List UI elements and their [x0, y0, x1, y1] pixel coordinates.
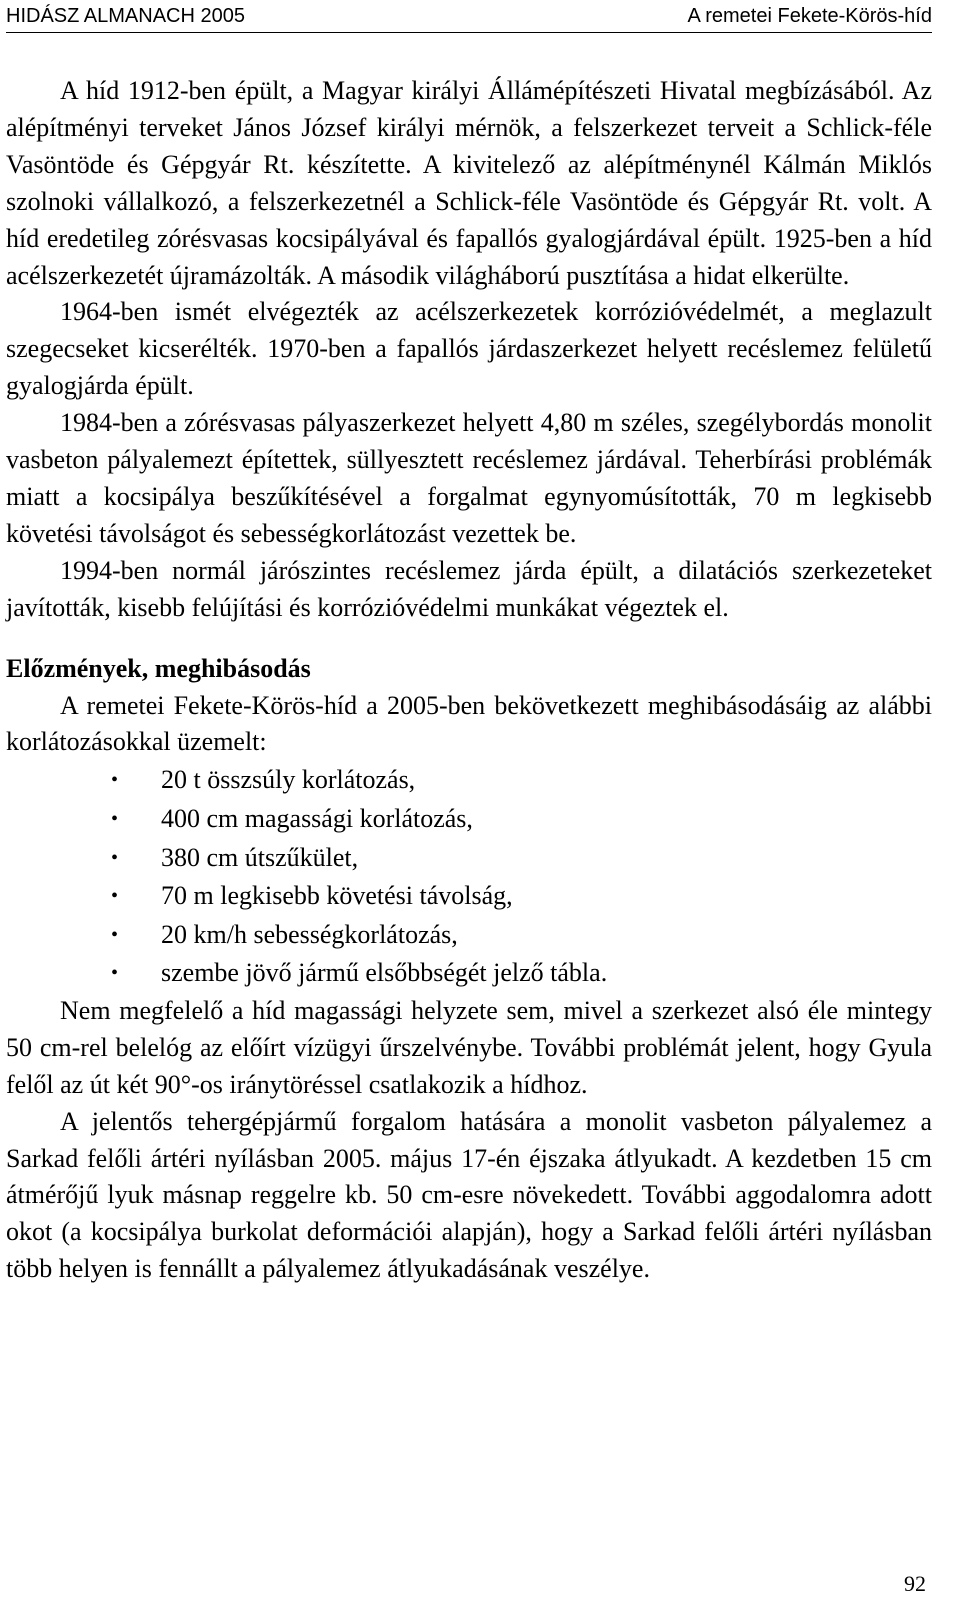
- list-item: [6, 839, 932, 878]
- list-item: [6, 761, 932, 800]
- paragraph-history-1984: 1984-ben a zórésvasas pályaszerkezet helyett 4,80 m széles, szegélybordás monolit vasbeton pályalemezt építettek, süllyesztett recéslemez járdával. Teherbírási problémák miatt a kocsipálya beszűkítésével a forgalmat egynyomúsították, 70 m legkisebb követési távolságot és sebességkorlátozást vezettek be.: [6, 408, 932, 548]
- article-body: [6, 73, 932, 1288]
- bullet-icon: •: [111, 807, 119, 830]
- header-article-title: A remetei Fekete-Körös-híd: [687, 5, 932, 27]
- bullet-icon: •: [111, 962, 119, 985]
- restrictions-list: [6, 761, 932, 993]
- list-item-text: szembe jövő jármű elsőbbségét jelző tábla.: [161, 958, 608, 988]
- bullet-icon: •: [111, 923, 119, 946]
- section-intro: A remetei Fekete-Körös-híd a 2005-ben bekövetkezett meghibásodásáig az alábbi korlátozásokkal üzemelt:: [6, 690, 932, 757]
- list-item: [6, 877, 932, 916]
- list-item-text: 70 m legkisebb követési távolság,: [161, 881, 513, 911]
- page-number: 92: [904, 1571, 926, 1596]
- list-item: [6, 916, 932, 955]
- running-header: [6, 2, 932, 30]
- list-item: [6, 800, 932, 839]
- bullet-icon: •: [111, 769, 119, 792]
- paragraph-history-1964: 1964-ben ismét elvégezték az acélszerkezetek korrózióvédelmét, a meglazult szegecseket kicserélték. 1970-ben a fapallós járdaszerkezet helyett recéslemez felületű gyalogjárda épült.: [6, 297, 932, 401]
- paragraph-history-1994: 1994-ben normál járószintes recéslemez járda épült, a dilatációs szerkezeteket javították, kisebb felújítási és korrózióvédelmi munkákat végeztek el.: [6, 555, 932, 622]
- list-item-text: 20 t összsúly korlátozás,: [161, 765, 416, 795]
- list-item-text: 380 cm útszűkület,: [161, 842, 359, 872]
- list-item-text: 20 km/h sebességkorlátozás,: [161, 919, 458, 949]
- header-publication-title: HIDÁSZ ALMANACH 2005: [6, 5, 245, 27]
- bullet-icon: •: [111, 885, 119, 908]
- section-heading: Előzmények, meghibásodás: [6, 653, 311, 683]
- header-rule: [6, 32, 932, 33]
- bullet-icon: •: [111, 846, 119, 869]
- list-item-text: 400 cm magassági korlátozás,: [161, 803, 473, 833]
- paragraph-history-1912: A híd 1912-ben épült, a Magyar királyi Állámépítészeti Hivatal megbízásából. Az alépítményi terveket János József királyi mérnök, a felszerkezet terveit a Schlick-féle Vasöntöde és Gépgyár Rt. készítette. A kivitelező az alépítménynél Kálmán Miklós szolnoki vállalkozó, a felszerkezetnél a Schlick-féle Vasöntöde és Gépgyár Rt. volt. A híd eredetileg zórésvasas kocsipályával és fapallós gyalogjárdával épült. 1925-ben a híd acélszerkezetét újramázolták. A második világháború pusztítása a hidat elkerülte.: [6, 76, 932, 290]
- paragraph-damage: A jelentős tehergépjármű forgalom hatására a monolit vasbeton pályalemez a Sarkad felőli ártéri nyílásban 2005. május 17-én éjszaka átlyukadt. A kezdetben 15 cm átmérőjű lyuk másnap reggelre kb. 50 cm-esre növekedett. További aggodalomra adott okot (a kocsipálya burkolat deformációi alapján), hogy a Sarkad felőli ártéri nyílásban több helyen is fennállt a pályalemez átlyukadásának veszélye.: [6, 1106, 932, 1284]
- list-item: [6, 954, 932, 993]
- paragraph-height-issue: Nem megfelelő a híd magassági helyzete sem, mivel a szerkezet alsó éle mintegy 50 cm-rel belelóg az előírt vízügyi űrszelvénybe. További problémát jelent, hogy Gyula felől az út két 90°-os iránytöréssel csatlakozik a hídhoz.: [6, 995, 932, 1099]
